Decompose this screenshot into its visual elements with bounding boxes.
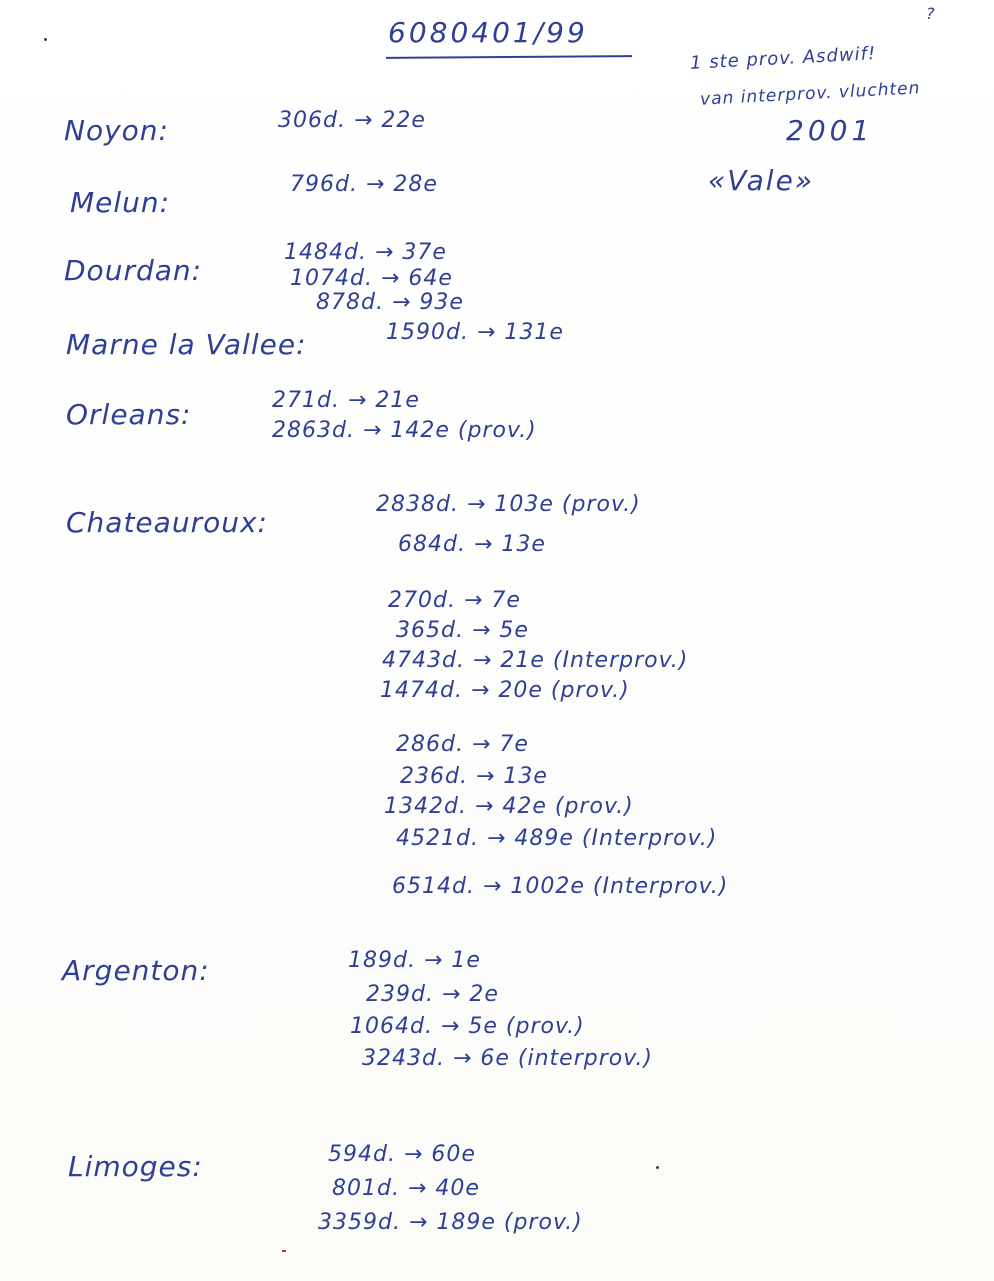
city-marne-la-vallee: Marne la Vallee: — [66, 328, 307, 361]
entry-chateauroux-11: 6514d. → 1002e (Interprov.) — [392, 874, 729, 899]
entry-chateauroux-5: 4743d. → 21e (Interprov.) — [382, 648, 689, 673]
entry-chateauroux-9: 1342d. → 42e (prov.) — [384, 794, 634, 819]
entry-dourdan-3: 878d. → 93e — [316, 290, 464, 315]
question-mark: ? — [926, 4, 936, 23]
city-argenton: Argenton: — [62, 954, 210, 987]
entry-chateauroux-2: 684d. → 13e — [398, 532, 546, 557]
side-note-line-2: van interprov. vluchten — [699, 78, 921, 110]
side-note-vale: «Vale» — [708, 164, 815, 197]
side-note-line-1: 1 ste prov. Asdwif! — [689, 43, 877, 74]
city-dourdan: Dourdan: — [64, 254, 203, 287]
ink-speck — [656, 1166, 659, 1169]
entry-limoges-3: 3359d. → 189e (prov.) — [318, 1210, 583, 1235]
entry-argenton-3: 1064d. → 5e (prov.) — [350, 1014, 585, 1039]
title-underline — [386, 55, 632, 59]
entry-marne-1: 1590d. → 131e — [386, 320, 564, 345]
entry-chateauroux-10: 4521d. → 489e (Interprov.) — [396, 826, 718, 851]
entry-orleans-2: 2863d. → 142e (prov.) — [272, 418, 537, 443]
entry-chateauroux-4: 365d. → 5e — [396, 618, 529, 643]
city-chateauroux: Chateauroux: — [66, 506, 268, 539]
entry-melun-1: 796d. → 28e — [290, 172, 438, 197]
entry-dourdan-1: 1484d. → 37e — [284, 240, 447, 265]
city-melun: Melun: — [70, 186, 171, 219]
entry-argenton-4: 3243d. → 6e (interprov.) — [362, 1046, 654, 1071]
entry-chateauroux-3: 270d. → 7e — [388, 588, 521, 613]
city-noyon: Noyon: — [64, 114, 169, 147]
entry-limoges-1: 594d. → 60e — [328, 1142, 476, 1167]
entry-argenton-2: 239d. → 2e — [366, 982, 499, 1007]
ink-speck — [44, 38, 47, 41]
entry-chateauroux-8: 236d. → 13e — [400, 764, 548, 789]
city-orleans: Orleans: — [66, 398, 192, 431]
entry-dourdan-2: 1074d. → 64e — [290, 266, 453, 291]
entry-orleans-1: 271d. → 21e — [272, 388, 420, 413]
entry-chateauroux-7: 286d. → 7e — [396, 732, 529, 757]
entry-limoges-2: 801d. → 40e — [332, 1176, 480, 1201]
entry-argenton-1: 189d. → 1e — [348, 948, 481, 973]
entry-chateauroux-1: 2838d. → 103e (prov.) — [376, 492, 641, 517]
entry-chateauroux-6: 1474d. → 20e (prov.) — [380, 678, 630, 703]
page-title: 6080401/99 — [388, 16, 588, 49]
red-mark — [282, 1250, 286, 1252]
city-limoges: Limoges: — [68, 1150, 203, 1183]
entry-noyon-1: 306d. → 22e — [278, 108, 426, 133]
side-note-year: 2001 — [786, 114, 874, 147]
